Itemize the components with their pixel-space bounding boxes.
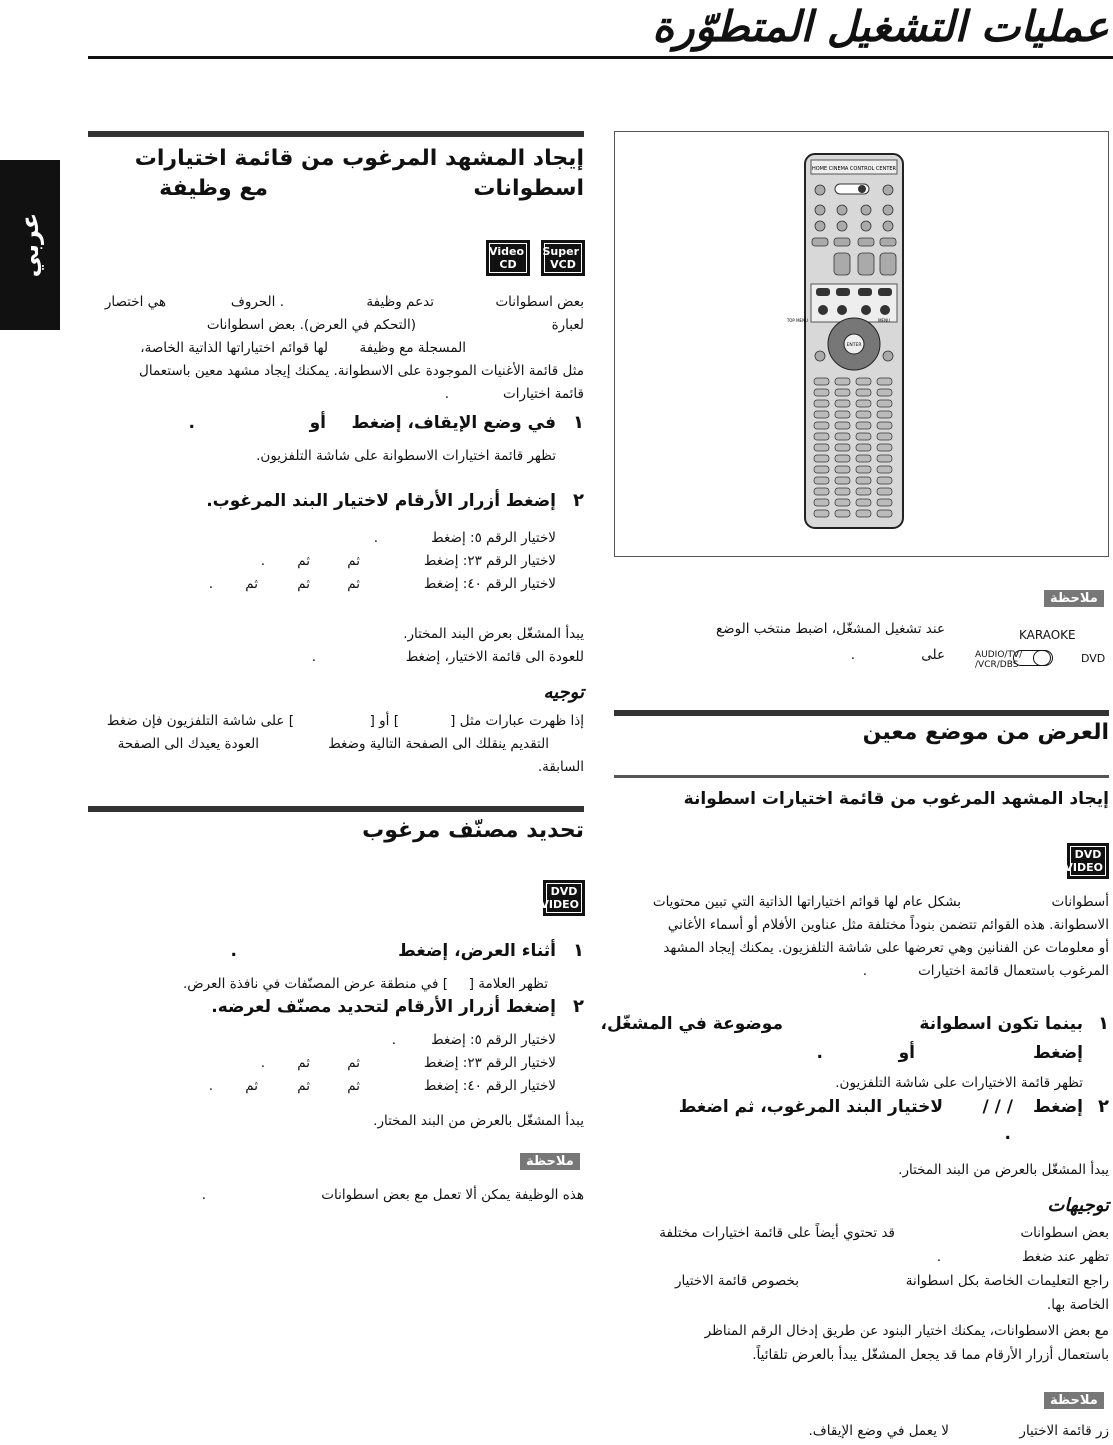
sec1-p1-d: هي اختصار xyxy=(104,294,166,310)
sec1-para xyxy=(84,291,584,411)
sec1-ex2: لاختيار الرقم ٢٣: إضغط xyxy=(423,553,556,569)
sec2-step1: أثناء العرض، إضغط xyxy=(398,941,556,961)
sec1-tip1-c: ] على شاشة التلفزيون فإن ضغط xyxy=(106,713,294,729)
sec1-tip1-b: ] أو [ xyxy=(369,713,399,729)
sec3-step1-b: موضوعة في المشغّل، xyxy=(600,1014,783,1034)
sec1-tip-block xyxy=(84,710,584,780)
video-cd-badge xyxy=(486,240,530,276)
remote-button xyxy=(814,400,829,407)
remote-button xyxy=(877,433,892,440)
remote-button xyxy=(835,510,850,517)
section2-title: تحديد مصنّف مرغوب xyxy=(362,818,584,843)
sec2-step1-desc-b: ] في منطقة عرض المصنّفات في نافذة العرض. xyxy=(182,976,448,992)
sec2-note-label: ملاحظة xyxy=(520,1153,580,1170)
sec1-ex3-then2: ثم xyxy=(297,576,310,592)
sec1-p3-a: المسجلة مع وظيفة xyxy=(359,340,466,356)
remote-button xyxy=(877,422,892,429)
remote-button xyxy=(856,378,871,385)
remote-button xyxy=(877,411,892,418)
remote-button xyxy=(814,488,829,495)
remote-top-menu-text: TOP MENU xyxy=(786,318,808,323)
sec1-ex3-dot: . xyxy=(208,576,213,592)
sec1-after1: يبدأ المشغّل بعرض البند المختار. xyxy=(403,626,584,642)
remote-button xyxy=(877,499,892,506)
remote-button xyxy=(856,488,871,495)
remote-button xyxy=(877,510,892,517)
remote-button xyxy=(814,477,829,484)
sec2-ex3-then2: ثم xyxy=(297,1078,310,1094)
sec2-ex2-then1: ثم xyxy=(347,1055,360,1071)
video-cd-line1: Video xyxy=(489,245,524,258)
remote-button xyxy=(835,389,850,396)
remote-button xyxy=(856,477,871,484)
remote-button xyxy=(814,411,829,418)
sec1-step1-dot: . xyxy=(188,413,195,433)
language-side-tab xyxy=(0,160,60,330)
section1-title-line1: إيجاد المشهد المرغوب من قائمة اختيارات xyxy=(134,146,584,171)
remote-button xyxy=(814,444,829,451)
sec3-tips-block xyxy=(614,1222,1109,1367)
super-vcd-line1: Super xyxy=(542,245,579,258)
sec3-tip3-a: راجع التعليمات الخاصة بكل اسطوانة xyxy=(905,1273,1109,1289)
sec3-tips-title: توجيهات xyxy=(1047,1195,1109,1216)
sec2-ex3-dot: . xyxy=(208,1078,213,1094)
sec2-note-dot: . xyxy=(201,1187,206,1203)
remote-button xyxy=(856,400,871,407)
sec1-ex3: لاختيار الرقم ٤٠: إضغط xyxy=(423,576,556,592)
remote-button xyxy=(835,466,850,473)
sec2-ex3-then3: ثم xyxy=(245,1078,258,1094)
sec1-step1-number: ١ xyxy=(573,412,584,433)
sec1-p1-a: بعض اسطوانات xyxy=(495,294,584,310)
super-vcd-badge xyxy=(541,240,585,276)
sec1-step2: إضغط أزرار الأرقام لاختيار البند المرغوب. xyxy=(206,491,556,511)
switch-knob xyxy=(1033,650,1051,666)
remote-enter-text: ENTER xyxy=(846,343,862,348)
sec1-tip2-b: العودة يعيدك الى الصفحة xyxy=(117,736,259,752)
sec3-tip1-b: قد تحتوي أيضاً على قائمة اختيارات مختلفة xyxy=(659,1225,895,1241)
sec3-step2-dot: . xyxy=(1004,1124,1011,1144)
remote-button xyxy=(814,499,829,506)
sec3-tip2-dot: . xyxy=(936,1249,941,1265)
sec3-step1-number: ١ xyxy=(1098,1013,1109,1034)
section3-rule xyxy=(614,710,1109,716)
sec3-tip3-b: بخصوص قائمة الاختيار xyxy=(675,1273,799,1289)
sec3-step1-c: إضغط xyxy=(1032,1043,1083,1063)
section3-sub-rule xyxy=(614,775,1109,778)
sec1-ex2-then2: ثم xyxy=(297,553,310,569)
remote-button xyxy=(856,510,871,517)
remote-button xyxy=(835,477,850,484)
remote-button xyxy=(835,455,850,462)
remote-button xyxy=(835,499,850,506)
sec1-step1-a: في وضع الإيقاف، إضغط xyxy=(351,413,556,433)
remote-button xyxy=(835,488,850,495)
sec1-step1-desc: تظهر قائمة اختيارات الاسطوانة على شاشة التلفزيون. xyxy=(256,448,556,464)
remote-button xyxy=(814,455,829,462)
section1-title-line2a: اسطوانات xyxy=(473,176,584,201)
dvd-video-left-line2: VIDEO xyxy=(540,898,579,911)
switch-karaoke-label: KARAOKE xyxy=(1019,628,1076,642)
dvd-video-right-line2: VIDEO xyxy=(1064,861,1103,874)
remote-button xyxy=(835,411,850,418)
sec2-step2: إضغط أزرار الأرقام لتحديد مصنّف لعرضه. xyxy=(211,997,556,1017)
sec2-step1-dot: . xyxy=(230,941,237,961)
remote-button xyxy=(877,466,892,473)
sec1-p1-b: تدعم وظيفة xyxy=(366,294,434,310)
note1-dot: . xyxy=(850,647,855,663)
side-tab-label: عربي xyxy=(16,212,44,278)
sec2-ex3: لاختيار الرقم ٤٠: إضغط xyxy=(423,1078,556,1094)
remote-button xyxy=(877,488,892,495)
dvd-video-left-line1: DVD xyxy=(550,885,578,898)
sec2-ex1-dot: . xyxy=(391,1032,396,1048)
sec1-tip3: السابقة. xyxy=(537,759,584,775)
switch-left-line2: /VCR/DBS xyxy=(975,660,1019,670)
remote-button xyxy=(856,422,871,429)
sec3-tip5: مع بعض الاسطوانات، يمكنك اختيار البنود عن طريق إدخال الرقم المناظر xyxy=(704,1323,1109,1339)
sec3-para xyxy=(614,891,1109,986)
sec3-after: يبدأ المشغّل بالعرض من البند المختار. xyxy=(898,1162,1109,1178)
sec2-ex2-then2: ثم xyxy=(297,1055,310,1071)
super-vcd-line2: VCD xyxy=(550,258,576,271)
sec3-step2-number: ٢ xyxy=(1098,1096,1109,1117)
remote-button xyxy=(856,499,871,506)
sec3-note-b: لا يعمل في وضع الإيقاف. xyxy=(808,1423,949,1439)
sec1-after2-dot: . xyxy=(311,649,316,665)
remote-button xyxy=(814,378,829,385)
sec3-step1-a: بينما تكون اسطوانة xyxy=(919,1014,1083,1034)
sec2-note-a: هذه الوظيفة يمكن ألا تعمل مع بعض اسطوانات xyxy=(321,1187,584,1203)
sec3-p3: أو معلومات عن الفنانين وهي تعرضها على شاشة التلفزيون. يمكنك إيجاد المشهد xyxy=(663,940,1109,956)
remote-button xyxy=(814,433,829,440)
sec1-p2-b: (التحكم في العرض). بعض اسطوانات xyxy=(206,317,416,333)
header-rule xyxy=(88,56,1113,59)
sec2-step1-number: ١ xyxy=(573,940,584,961)
sec3-p2: الاسطوانة. هذه القوائم تتضمن بنوداً مختلفة مثل عناوين الأفلام أو أسماء الأغاني xyxy=(667,917,1109,933)
section1-title-line2b: مع وظيفة xyxy=(159,176,268,201)
remote-button xyxy=(835,422,850,429)
sec2-examples xyxy=(156,1029,556,1099)
page-title: عمليات التشغيل المتطوّرة xyxy=(652,2,1109,51)
sec1-ex2-then1: ثم xyxy=(347,553,360,569)
sec3-tip2-a: تظهر عند ضغط xyxy=(1021,1249,1109,1265)
sec3-step1-dot: . xyxy=(816,1043,823,1063)
remote-button xyxy=(877,400,892,407)
sec3-p4-dot: . xyxy=(862,963,867,979)
sec1-ex3-then1: ثم xyxy=(347,576,360,592)
remote-button xyxy=(814,389,829,396)
note1-line2: على xyxy=(921,647,945,663)
mode-selector-switch xyxy=(975,628,1107,676)
sec1-ex1: لاختيار الرقم ٥: إضغط xyxy=(431,530,556,546)
sec3-step2-c: لاختيار البند المرغوب، ثم اضغط xyxy=(678,1097,943,1117)
sec1-p4: مثل قائمة الأغنيات الموجودة على الاسطوانة. يمكنك إيجاد مشهد معين باستعمال xyxy=(139,363,584,379)
remote-header-text: HOME CINEMA CONTROL CENTER xyxy=(811,166,897,172)
sec1-p5-dot: . xyxy=(444,386,449,402)
note1-line1: عند تشغيل المشغّل، اضبط منتخب الوضع xyxy=(715,621,945,637)
sec3-step1-d: أو xyxy=(898,1043,915,1063)
sec2-ex3-then1: ثم xyxy=(347,1078,360,1094)
remote-button xyxy=(856,455,871,462)
sec1-examples xyxy=(156,527,556,597)
sec3-p1-b: بشكل عام لها قوائم اختياراتها الذاتية التي تبين محتويات xyxy=(652,894,961,910)
sec1-ex2-dot: . xyxy=(260,553,265,569)
sec3-note-label: ملاحظة xyxy=(1044,1392,1104,1409)
sec3-note-a: زر قائمة الاختيار xyxy=(1019,1423,1109,1439)
sec3-tip1-a: بعض اسطوانات xyxy=(1020,1225,1109,1241)
sec2-after: يبدأ المشغّل بالعرض من البند المختار. xyxy=(373,1113,584,1129)
section3-title: العرض من موضع معين xyxy=(862,720,1109,745)
sec1-tip-title: توجيه xyxy=(543,682,584,703)
sec1-step2-number: ٢ xyxy=(573,490,584,511)
remote-button xyxy=(835,378,850,385)
remote-button xyxy=(877,455,892,462)
sec2-step1-desc-a: تظهر العلامة [ xyxy=(468,976,548,992)
section2-rule xyxy=(88,806,584,812)
remote-button xyxy=(877,477,892,484)
dvd-video-badge-right xyxy=(1064,843,1109,879)
dvd-video-right-line1: DVD xyxy=(1074,848,1102,861)
sec1-p3-b: لها قوائم اختياراتها الذاتية الخاصة، xyxy=(140,340,328,356)
remote-button xyxy=(856,433,871,440)
remote-control-illustration xyxy=(786,150,920,535)
switch-left-line1: AUDIO/TV/ xyxy=(975,650,1023,660)
remote-button xyxy=(856,389,871,396)
remote-button xyxy=(814,422,829,429)
sec3-p1-a: أسطوانات xyxy=(1051,894,1109,910)
remote-button xyxy=(814,466,829,473)
remote-menu-text: MENU xyxy=(878,318,890,323)
note1-label: ملاحظة xyxy=(1044,590,1104,607)
sec1-p5: قائمة اختيارات xyxy=(503,386,584,402)
sec2-ex1: لاختيار الرقم ٥: إضغط xyxy=(431,1032,556,1048)
sec1-step1-b: أو xyxy=(309,413,326,433)
remote-button xyxy=(856,466,871,473)
switch-dvd-label: DVD xyxy=(1081,652,1106,665)
sec2-ex2-dot: . xyxy=(260,1055,265,1071)
remote-button xyxy=(877,378,892,385)
sec3-step2-b: / / / xyxy=(982,1097,1013,1117)
remote-button xyxy=(835,400,850,407)
remote-button xyxy=(835,433,850,440)
sec1-ex3-then3: ثم xyxy=(245,576,258,592)
dvd-video-badge-left xyxy=(540,880,585,916)
section3-subtitle: إيجاد المشهد المرغوب من قائمة اختيارات اسطوانة xyxy=(683,789,1109,809)
sec1-after2: للعودة الى قائمة الاختيار، إضغط xyxy=(405,649,584,665)
sec3-step2-a: إضغط xyxy=(1032,1097,1083,1117)
section1-rule xyxy=(88,131,584,137)
remote-button xyxy=(877,444,892,451)
remote-button xyxy=(814,510,829,517)
sec2-ex2: لاختيار الرقم ٢٣: إضغط xyxy=(423,1055,556,1071)
video-cd-line2: CD xyxy=(499,258,517,271)
remote-button xyxy=(835,444,850,451)
sec1-tip2-a: التقديم ينقلك الى الصفحة التالية وضغط xyxy=(328,736,549,752)
sec3-tip6: باستعمال أزرار الأرقام مما قد يجعل المشغّل يبدأ بالعرض تلقائياً. xyxy=(752,1347,1109,1363)
sec1-ex1-dot: . xyxy=(373,530,378,546)
remote-button xyxy=(856,444,871,451)
sec2-step2-number: ٢ xyxy=(573,996,584,1017)
sec1-p2-a: لعبارة xyxy=(551,317,584,333)
remote-button xyxy=(856,411,871,418)
sec3-p4: المرغوب باستعمال قائمة اختيارات xyxy=(918,963,1109,979)
sec1-p1-c: . الحروف xyxy=(230,294,284,310)
sec1-tip1-a: إذا ظهرت عبارات مثل [ xyxy=(450,713,584,729)
sec3-tip4: الخاصة بها. xyxy=(1046,1297,1109,1313)
sec3-step1-desc: تظهر قائمة الاختيارات على شاشة التلفزيون. xyxy=(835,1075,1083,1091)
remote-button xyxy=(877,389,892,396)
